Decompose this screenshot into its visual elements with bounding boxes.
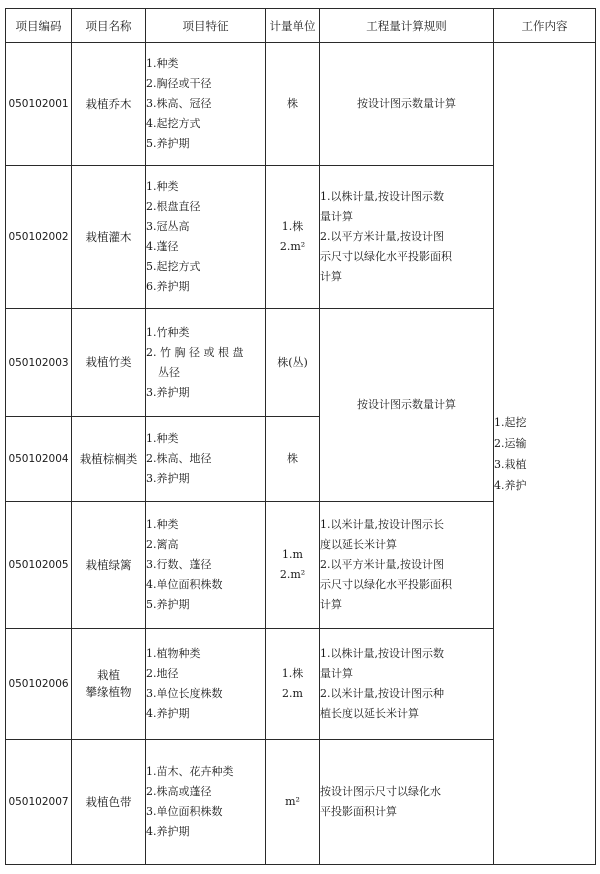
header-rule: 工程量计算规则 xyxy=(320,9,494,43)
work-line: 2.运输 xyxy=(494,436,527,450)
unit-cell xyxy=(266,43,320,166)
code-cell: 050102003 xyxy=(6,309,72,417)
unit-cell xyxy=(266,629,320,740)
features-cell xyxy=(146,166,266,309)
unit-line: 2.m xyxy=(282,687,303,700)
feature-line: 3.株高、冠径 xyxy=(146,97,212,110)
rule-line: 按设计图示数量计算 xyxy=(357,97,456,110)
name-cell xyxy=(72,166,146,309)
feature-line: 5.养护期 xyxy=(146,137,190,150)
feature-line: 1.种类 xyxy=(146,180,179,193)
rule-line: 2.以米计量,按设计图示种 xyxy=(320,687,444,700)
feature-line: 5.起挖方式 xyxy=(146,260,201,273)
unit-line: 1.株 xyxy=(281,220,304,233)
unit-cell xyxy=(266,166,320,309)
rule-line: 量计算 xyxy=(320,210,353,223)
unit-line: 1.m xyxy=(282,548,303,561)
unit-cell xyxy=(266,740,320,865)
feature-line: 4.单位面积株数 xyxy=(146,578,223,591)
feature-line: 2.株高或蓬径 xyxy=(146,785,212,798)
feature-line: 2.地径 xyxy=(146,667,179,680)
name-line: 栽植竹类 xyxy=(85,355,132,369)
name-cell xyxy=(72,309,146,417)
feature-line: 1.种类 xyxy=(146,518,179,531)
feature-line: 3.单位面积株数 xyxy=(146,805,223,818)
header-row xyxy=(6,9,596,43)
feature-line: 5.养护期 xyxy=(146,598,190,611)
unit-line: 2.m² xyxy=(279,240,306,253)
name-cell xyxy=(72,43,146,166)
rule-cell xyxy=(320,629,494,740)
code-cell: 050102001 xyxy=(6,43,72,166)
header-features: 项目特征 xyxy=(146,9,266,43)
rule-line: 植长度以延长米计算 xyxy=(320,707,419,720)
name-cell xyxy=(72,502,146,629)
rule-cell xyxy=(320,309,494,502)
name-cell xyxy=(72,629,146,740)
feature-line: 1.竹种类 xyxy=(146,325,190,339)
unit-line: m² xyxy=(285,795,300,808)
name-line: 栽植绿篱 xyxy=(85,557,132,572)
unit-line: 株 xyxy=(287,97,298,110)
name-cell xyxy=(72,417,146,502)
feature-line: 2.胸径或干径 xyxy=(146,77,212,90)
name-line: 攀缘植物 xyxy=(85,685,132,699)
work-line: 3.栽植 xyxy=(494,457,527,471)
code-cell: 050102005 xyxy=(6,502,72,629)
code-cell: 050102004 xyxy=(6,417,72,502)
rule-line: 2.以平方米计量,按设计图 xyxy=(320,558,444,571)
feature-line: 2. 竹 胸 径 或 根 盘 xyxy=(146,345,244,359)
features-cell xyxy=(146,417,266,502)
header-work: 工作内容 xyxy=(494,9,596,43)
features-cell xyxy=(146,309,266,417)
header-unit: 计量单位 xyxy=(266,9,320,43)
feature-line: 1.种类 xyxy=(146,432,179,445)
work-content-cell xyxy=(494,43,596,865)
header-name: 项目名称 xyxy=(72,9,146,43)
unit-line: 2.m² xyxy=(279,568,306,581)
rule-cell xyxy=(320,502,494,629)
name-cell xyxy=(72,740,146,865)
feature-line: 2.篱高 xyxy=(146,538,179,551)
name-line: 栽植 xyxy=(97,668,120,682)
work-line: 1.起挖 xyxy=(494,415,527,429)
unit-cell xyxy=(266,502,320,629)
name-line: 栽植灌木 xyxy=(85,229,132,244)
table-row xyxy=(6,43,596,166)
name-line: 栽植乔木 xyxy=(85,96,132,111)
spec-table xyxy=(5,8,596,865)
features-cell xyxy=(146,43,266,166)
rule-line: 示尺寸以绿化水平投影面积 xyxy=(320,250,452,263)
rule-line: 平投影面积计算 xyxy=(320,805,397,818)
rule-cell xyxy=(320,43,494,166)
rule-line: 按设计图示数量计算 xyxy=(357,398,456,411)
unit-line: 1.株 xyxy=(281,667,304,680)
features-cell xyxy=(146,629,266,740)
features-cell xyxy=(146,740,266,865)
feature-line: 1.种类 xyxy=(146,57,179,70)
unit-line: 株 xyxy=(287,452,298,465)
feature-line: 4.养护期 xyxy=(146,707,190,720)
feature-line: 4.养护期 xyxy=(146,825,190,838)
rule-line: 度以延长米计算 xyxy=(320,538,397,551)
feature-line: 丛径 xyxy=(158,365,180,379)
rule-line: 示尺寸以绿化水平投影面积 xyxy=(320,578,452,591)
rule-line: 2.以平方米计量,按设计图 xyxy=(320,230,444,243)
rule-line: 计算 xyxy=(320,270,342,283)
rule-line: 1.以株计量,按设计图示数 xyxy=(320,190,444,203)
features-cell xyxy=(146,502,266,629)
unit-cell xyxy=(266,417,320,502)
feature-line: 2.株高、地径 xyxy=(146,452,212,465)
feature-line: 3.冠丛高 xyxy=(146,220,190,233)
header-code: 项目编码 xyxy=(6,9,72,43)
feature-line: 1.植物种类 xyxy=(146,647,201,660)
rule-line: 按设计图示尺寸以绿化水 xyxy=(320,785,441,798)
rule-cell xyxy=(320,166,494,309)
name-line: 栽植色带 xyxy=(85,794,132,809)
feature-line: 3.行数、蓬径 xyxy=(146,558,212,571)
work-line: 4.养护 xyxy=(494,478,527,492)
name-line: 栽植棕榈类 xyxy=(79,451,138,466)
unit-line: 株(丛) xyxy=(277,355,308,369)
rule-line: 1.以米计量,按设计图示长 xyxy=(320,518,444,531)
rule-line: 1.以株计量,按设计图示数 xyxy=(320,647,444,660)
feature-line: 3.养护期 xyxy=(146,385,190,399)
code-cell: 050102006 xyxy=(6,629,72,740)
feature-line: 2.根盘直径 xyxy=(146,200,201,213)
rule-line: 计算 xyxy=(320,598,342,611)
unit-cell xyxy=(266,309,320,417)
feature-line: 4.蓬径 xyxy=(146,240,179,253)
feature-line: 1.苗木、花卉种类 xyxy=(146,765,234,778)
feature-line: 3.养护期 xyxy=(146,472,190,485)
code-cell: 050102007 xyxy=(6,740,72,865)
code-cell: 050102002 xyxy=(6,166,72,309)
rule-cell xyxy=(320,740,494,865)
feature-line: 4.起挖方式 xyxy=(146,117,201,130)
rule-line: 量计算 xyxy=(320,667,353,680)
feature-line: 6.养护期 xyxy=(146,280,190,293)
feature-line: 3.单位长度株数 xyxy=(146,687,223,700)
